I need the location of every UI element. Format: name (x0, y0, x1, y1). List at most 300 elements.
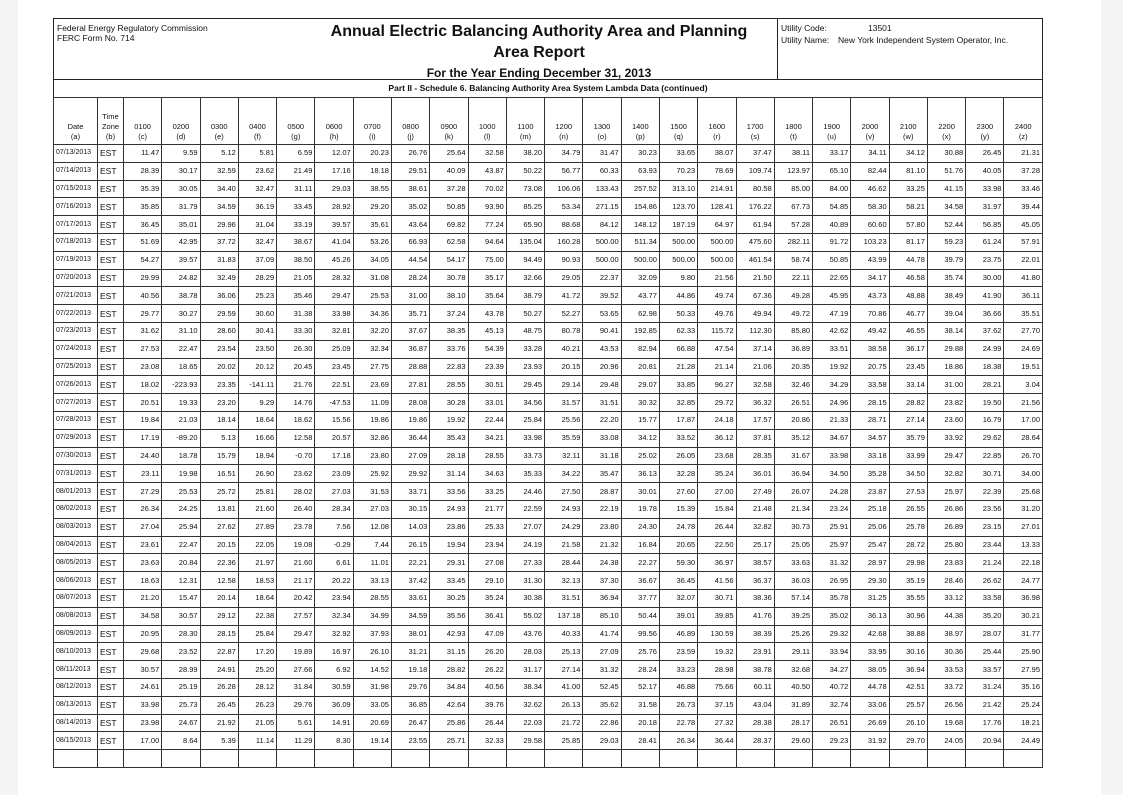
table-row (54, 216, 1043, 234)
lambda-value-cell: 8.64 (162, 732, 200, 750)
lambda-value-cell: 28.15 (200, 625, 238, 643)
lambda-value-cell: 31.24 (966, 678, 1004, 696)
lambda-value-cell: 43.04 (736, 696, 774, 714)
lambda-value-cell: 33.98 (813, 447, 851, 465)
lambda-value-cell: 29.45 (506, 376, 544, 394)
lambda-value-cell: 23.20 (200, 394, 238, 412)
lambda-value-cell: 33.65 (659, 145, 697, 163)
lambda-value-cell: 23.54 (200, 340, 238, 358)
lambda-value-cell: 52.45 (583, 678, 621, 696)
lambda-value-cell: 34.84 (430, 678, 468, 696)
lambda-value-cell: 41.04 (315, 233, 353, 251)
column-header (468, 98, 506, 145)
lambda-value-cell: 80.78 (545, 322, 583, 340)
lambda-value-cell: 43.53 (583, 340, 621, 358)
lambda-value-cell: 50.33 (659, 305, 697, 323)
column-header (200, 98, 238, 145)
lambda-value-cell: 41.76 (736, 607, 774, 625)
lambda-value-cell: 36.94 (889, 661, 927, 679)
lambda-value-cell: 26.51 (774, 394, 812, 412)
table-row (54, 376, 1043, 394)
column-name: 2100 (899, 122, 917, 131)
lambda-value-cell: 43.73 (851, 287, 889, 305)
date-cell: 08/06/2013 (54, 572, 98, 590)
lambda-value-cell: 32.34 (353, 340, 391, 358)
lambda-value-cell: 27.07 (506, 518, 544, 536)
table-row (54, 429, 1043, 447)
lambda-value-cell: 54.17 (430, 251, 468, 269)
lambda-value-cell: 23.45 (315, 358, 353, 376)
lambda-value-cell: 27.14 (889, 411, 927, 429)
lambda-value-cell: 41.15 (927, 180, 965, 198)
lambda-value-cell: 36.45 (124, 216, 162, 234)
lambda-value-cell: 36.37 (736, 572, 774, 590)
lambda-value-cell: 28.29 (238, 269, 276, 287)
lambda-value-cell: 29.03 (315, 180, 353, 198)
lambda-value-cell: 38.78 (736, 661, 774, 679)
column-name: 1700 (746, 122, 764, 131)
lambda-value-cell: 18.63 (124, 572, 162, 590)
lambda-value-cell: 25.97 (813, 536, 851, 554)
lambda-value-cell: 31.53 (353, 483, 391, 501)
lambda-value-cell: 30.21 (1004, 607, 1043, 625)
lambda-value-cell: 500.00 (621, 251, 659, 269)
lambda-value-cell: 257.52 (621, 180, 659, 198)
lambda-value-cell: 19.92 (813, 358, 851, 376)
lambda-value-cell: 29.60 (774, 732, 812, 750)
lambda-value-cell: 511.34 (621, 233, 659, 251)
lambda-value-cell: 28.37 (736, 732, 774, 750)
table-row (54, 483, 1043, 501)
lambda-value-cell: 15.79 (200, 447, 238, 465)
lambda-value-cell: 25.64 (430, 145, 468, 163)
lambda-value-cell: 12.08 (353, 518, 391, 536)
lambda-value-cell: 23.87 (851, 483, 889, 501)
lambda-value-cell: 14.91 (315, 714, 353, 732)
column-code: (j) (407, 132, 414, 141)
lambda-value-cell: 30.60 (238, 305, 276, 323)
lambda-value-cell: 57.28 (774, 216, 812, 234)
lambda-value-cell: 34.56 (506, 394, 544, 412)
lambda-value-cell: 27.62 (200, 518, 238, 536)
date-cell: 07/17/2013 (54, 216, 98, 234)
empty-cell (391, 750, 429, 768)
lambda-value-cell: 35.47 (583, 465, 621, 483)
lambda-value-cell: 46.89 (659, 625, 697, 643)
lambda-value-cell: 50.22 (506, 162, 544, 180)
lambda-value-cell: 30.71 (966, 465, 1004, 483)
lambda-value-cell: 29.07 (621, 376, 659, 394)
lambda-value-cell: 31.83 (200, 251, 238, 269)
lambda-value-cell: 11.47 (124, 145, 162, 163)
lambda-value-cell: 21.31 (1004, 145, 1043, 163)
lambda-value-cell: 18.86 (927, 358, 965, 376)
lambda-value-cell: 30.16 (889, 643, 927, 661)
lambda-value-cell: 29.48 (583, 376, 621, 394)
lambda-value-cell: 12.31 (162, 572, 200, 590)
lambda-value-cell: 50.85 (430, 198, 468, 216)
lambda-value-cell: 17.00 (124, 732, 162, 750)
lambda-value-cell: 44.78 (851, 678, 889, 696)
lambda-value-cell: 22.65 (813, 269, 851, 287)
column-name: Date (67, 122, 84, 131)
lambda-value-cell: 29.12 (200, 607, 238, 625)
lambda-value-cell: 28.12 (238, 678, 276, 696)
lambda-value-cell: 21.32 (583, 536, 621, 554)
column-header (54, 98, 98, 145)
lambda-value-cell: 27.53 (124, 340, 162, 358)
lambda-value-cell: 35.74 (927, 269, 965, 287)
lambda-value-cell: 24.40 (124, 447, 162, 465)
report-year: For the Year Ending December 31, 2013 (426, 66, 652, 80)
lambda-value-cell: 22.47 (162, 536, 200, 554)
time-zone-cell: EST (98, 696, 124, 714)
lambda-value-cell: 25.24 (1004, 696, 1043, 714)
lambda-value-cell: 133.43 (583, 180, 621, 198)
lambda-value-cell: 33.23 (659, 661, 697, 679)
lambda-value-cell: 32.68 (774, 661, 812, 679)
lambda-value-cell: 19.84 (124, 411, 162, 429)
lambda-value-cell: 33.25 (468, 483, 506, 501)
lambda-value-cell: 81.10 (889, 162, 927, 180)
column-header (698, 98, 736, 145)
lambda-value-cell: 7.44 (353, 536, 391, 554)
lambda-value-cell: 33.13 (353, 572, 391, 590)
lambda-value-cell: 38.14 (927, 322, 965, 340)
lambda-value-cell: 34.12 (889, 145, 927, 163)
lambda-value-cell: 28.92 (315, 198, 353, 216)
lambda-value-cell: 22.20 (583, 411, 621, 429)
lambda-value-cell: 36.44 (698, 732, 736, 750)
lambda-value-cell: 36.85 (391, 696, 429, 714)
lambda-value-cell: 22.01 (1004, 251, 1043, 269)
lambda-value-cell: 67.36 (736, 287, 774, 305)
lambda-value-cell: 60.33 (583, 162, 621, 180)
lambda-value-cell: 57.14 (774, 589, 812, 607)
lambda-value-cell: -89.20 (162, 429, 200, 447)
empty-cell (966, 750, 1004, 768)
lambda-value-cell: 21.14 (698, 358, 736, 376)
lambda-value-cell: 27.01 (1004, 518, 1043, 536)
lambda-value-cell: 37.24 (430, 305, 468, 323)
lambda-value-cell: 19.78 (621, 500, 659, 518)
lambda-value-cell: 14.52 (353, 661, 391, 679)
lambda-value-cell: 49.28 (774, 287, 812, 305)
lambda-value-cell: 34.50 (889, 465, 927, 483)
lambda-value-cell: 18.64 (238, 589, 276, 607)
lambda-value-cell: 32.58 (736, 376, 774, 394)
lambda-value-cell: 25.80 (927, 536, 965, 554)
lambda-value-cell: 25.23 (238, 287, 276, 305)
lambda-value-cell: 28.97 (851, 554, 889, 572)
lambda-value-cell: 31.79 (162, 198, 200, 216)
lambda-value-cell: 34.50 (813, 465, 851, 483)
time-zone-cell: EST (98, 607, 124, 625)
lambda-value-cell: 19.86 (391, 411, 429, 429)
lambda-value-cell: 49.94 (736, 305, 774, 323)
lambda-value-cell: 33.98 (506, 429, 544, 447)
lambda-value-cell: 21.48 (736, 500, 774, 518)
lambda-value-cell: 20.69 (353, 714, 391, 732)
lambda-value-cell: 26.20 (468, 643, 506, 661)
lambda-value-cell: 34.29 (813, 376, 851, 394)
lambda-value-cell: 25.06 (851, 518, 889, 536)
lambda-value-cell: 30.01 (621, 483, 659, 501)
lambda-value-cell: 32.09 (621, 269, 659, 287)
lambda-value-cell: 25.72 (200, 483, 238, 501)
lambda-value-cell: 27.60 (659, 483, 697, 501)
time-zone-cell: EST (98, 358, 124, 376)
lambda-value-cell: 31.10 (162, 322, 200, 340)
lambda-value-cell: 24.93 (545, 500, 583, 518)
left-margin-strip (0, 0, 18, 795)
lambda-value-cell: 31.51 (545, 589, 583, 607)
lambda-value-cell: 25.13 (545, 643, 583, 661)
lambda-value-cell: 62.98 (621, 305, 659, 323)
table-row (54, 287, 1043, 305)
lambda-value-cell: 20.22 (315, 572, 353, 590)
time-zone-cell: EST (98, 554, 124, 572)
lambda-value-cell: 31.62 (124, 322, 162, 340)
lambda-value-cell: 27.66 (277, 661, 315, 679)
column-header (851, 98, 889, 145)
lambda-value-cell: 38.35 (430, 322, 468, 340)
table-row (54, 340, 1043, 358)
lambda-value-cell: 160.28 (545, 233, 583, 251)
lambda-value-cell: 38.01 (391, 625, 429, 643)
lambda-value-cell: 475.60 (736, 233, 774, 251)
time-zone-cell: EST (98, 589, 124, 607)
lambda-value-cell: 25.85 (545, 732, 583, 750)
column-name: 0700 (363, 122, 381, 131)
lambda-value-cell: 58.74 (774, 251, 812, 269)
lambda-value-cell: 59.23 (927, 233, 965, 251)
lambda-value-cell: 6.61 (315, 554, 353, 572)
lambda-value-cell: 50.44 (621, 607, 659, 625)
lambda-value-cell: 29.70 (889, 732, 927, 750)
form-header (53, 18, 1043, 79)
lambda-value-cell: 26.73 (659, 696, 697, 714)
lambda-value-cell: 70.86 (851, 305, 889, 323)
lambda-value-cell: 46.88 (659, 678, 697, 696)
lambda-value-cell: 31.21 (391, 643, 429, 661)
lambda-value-cell: 106.06 (545, 180, 583, 198)
lambda-value-cell: 32.81 (315, 322, 353, 340)
lambda-value-cell: 33.58 (966, 589, 1004, 607)
time-zone-cell: EST (98, 216, 124, 234)
lambda-value-cell: 32.82 (927, 465, 965, 483)
lambda-value-cell: 44.86 (659, 287, 697, 305)
date-cell: 08/15/2013 (54, 732, 98, 750)
empty-cell (430, 750, 468, 768)
lambda-value-cell: 20.23 (353, 145, 391, 163)
lambda-value-cell: 27.57 (277, 607, 315, 625)
lambda-value-cell: 6.92 (315, 661, 353, 679)
empty-cell (315, 750, 353, 768)
lambda-value-cell: 37.93 (353, 625, 391, 643)
lambda-value-cell: 26.15 (391, 536, 429, 554)
table-row (54, 661, 1043, 679)
lambda-value-cell: 23.93 (506, 358, 544, 376)
lambda-value-cell: 26.23 (238, 696, 276, 714)
lambda-value-cell: 9.80 (659, 269, 697, 287)
lambda-value-cell: 25.76 (621, 643, 659, 661)
lambda-value-cell: 45.05 (1004, 216, 1043, 234)
lambda-value-cell: 20.15 (200, 536, 238, 554)
lambda-value-cell: 28.60 (200, 322, 238, 340)
lambda-value-cell: 32.47 (238, 233, 276, 251)
lambda-value-cell: 35.56 (430, 607, 468, 625)
lambda-value-cell: 26.69 (851, 714, 889, 732)
lambda-value-cell: 27.04 (124, 518, 162, 536)
lambda-value-cell: 500.00 (659, 233, 697, 251)
lambda-value-cell: 22.87 (200, 643, 238, 661)
column-code: (e) (214, 132, 224, 141)
lambda-value-cell: 28.71 (851, 411, 889, 429)
lambda-value-cell: 62.33 (659, 322, 697, 340)
lambda-value-cell: 13.33 (1004, 536, 1043, 554)
lambda-value-cell: 41.74 (583, 625, 621, 643)
table-row (54, 305, 1043, 323)
lambda-value-cell: 22.39 (966, 483, 1004, 501)
lambda-value-cell: 23.52 (162, 643, 200, 661)
lambda-value-cell: 18.65 (162, 358, 200, 376)
lambda-value-cell: 33.05 (353, 696, 391, 714)
empty-cell (698, 750, 736, 768)
column-code: (w) (903, 132, 914, 141)
lambda-value-cell: 30.38 (506, 589, 544, 607)
lambda-value-cell: 42.62 (813, 322, 851, 340)
lambda-value-cell: 31.14 (430, 465, 468, 483)
lambda-value-cell: 21.60 (277, 554, 315, 572)
empty-cell (889, 750, 927, 768)
column-code: (z) (1018, 132, 1028, 141)
table-row (54, 536, 1043, 554)
lambda-value-cell: 28.32 (315, 269, 353, 287)
lambda-value-cell: 33.45 (277, 198, 315, 216)
lambda-value-cell: 13.81 (200, 500, 238, 518)
lambda-value-cell: -141.11 (238, 376, 276, 394)
lambda-value-cell: 19.50 (966, 394, 1004, 412)
column-name: 2200 (938, 122, 955, 131)
empty-cell (659, 750, 697, 768)
table-row (54, 358, 1043, 376)
date-cell: 07/23/2013 (54, 322, 98, 340)
lambda-value-cell: 34.63 (468, 465, 506, 483)
lambda-value-cell: 55.02 (506, 607, 544, 625)
lambda-value-cell: 29.47 (277, 625, 315, 643)
lambda-value-cell: 25.92 (353, 465, 391, 483)
column-header (98, 98, 124, 145)
lambda-value-cell: 5.12 (200, 145, 238, 163)
lambda-value-cell: -47.53 (315, 394, 353, 412)
lambda-value-cell: 28.64 (1004, 429, 1043, 447)
lambda-value-cell: 26.90 (238, 465, 276, 483)
lambda-value-cell: 26.89 (927, 518, 965, 536)
lambda-value-cell: 27.49 (736, 483, 774, 501)
right-margin-strip (1101, 0, 1123, 795)
lambda-value-cell: 38.61 (391, 180, 429, 198)
lambda-value-cell: 36.89 (774, 340, 812, 358)
lambda-value-cell: 29.03 (583, 732, 621, 750)
lambda-value-cell: 33.53 (927, 661, 965, 679)
lambda-value-cell: 32.74 (813, 696, 851, 714)
lambda-data-table (53, 97, 1043, 768)
lambda-value-cell: 33.71 (391, 483, 429, 501)
lambda-value-cell: 18.18 (353, 162, 391, 180)
date-cell: 08/04/2013 (54, 536, 98, 554)
lambda-value-cell: 29.47 (315, 287, 353, 305)
lambda-value-cell: 35.78 (813, 589, 851, 607)
lambda-value-cell: 38.55 (353, 180, 391, 198)
lambda-value-cell: 18.02 (124, 376, 162, 394)
lambda-value-cell: 77.24 (468, 216, 506, 234)
lambda-value-cell: 25.02 (621, 447, 659, 465)
lambda-value-cell: 43.64 (391, 216, 429, 234)
lambda-value-cell: 36.41 (468, 607, 506, 625)
lambda-value-cell: 15.84 (698, 500, 736, 518)
lambda-value-cell: 41.80 (1004, 269, 1043, 287)
lambda-value-cell: 20.12 (238, 358, 276, 376)
column-name: 1900 (823, 122, 841, 131)
lambda-value-cell: 36.45 (659, 572, 697, 590)
lambda-value-cell: 70.02 (468, 180, 506, 198)
lambda-value-cell: 52.17 (621, 678, 659, 696)
lambda-value-cell: 35.79 (889, 429, 927, 447)
lambda-value-cell: 30.32 (621, 394, 659, 412)
lambda-value-cell: 24.96 (813, 394, 851, 412)
lambda-value-cell: 112.30 (736, 322, 774, 340)
column-header (621, 98, 659, 145)
lambda-value-cell: 461.54 (736, 251, 774, 269)
lambda-value-cell: 54.27 (124, 251, 162, 269)
lambda-value-cell: 32.46 (774, 376, 812, 394)
lambda-value-cell: 96.27 (698, 376, 736, 394)
lambda-value-cell: 18.53 (238, 572, 276, 590)
table-row (54, 180, 1043, 198)
lambda-value-cell: 93.90 (468, 198, 506, 216)
lambda-value-cell: 5.81 (238, 145, 276, 163)
time-zone-cell: EST (98, 661, 124, 679)
lambda-value-cell: 29.30 (851, 572, 889, 590)
lambda-value-cell: 40.50 (774, 678, 812, 696)
lambda-value-cell: 33.73 (506, 447, 544, 465)
lambda-value-cell: 18.78 (162, 447, 200, 465)
lambda-value-cell: 42.93 (430, 625, 468, 643)
lambda-value-cell: 31.11 (277, 180, 315, 198)
lambda-value-cell: 26.45 (966, 145, 1004, 163)
lambda-value-cell: 29.62 (966, 429, 1004, 447)
column-code: (p) (635, 132, 645, 141)
lambda-value-cell: 37.28 (430, 180, 468, 198)
lambda-value-cell: 20.02 (200, 358, 238, 376)
column-name: 0900 (440, 122, 458, 131)
lambda-value-cell: 35.46 (277, 287, 315, 305)
lambda-value-cell: 103.23 (851, 233, 889, 251)
time-zone-cell: EST (98, 162, 124, 180)
lambda-value-cell: 29.59 (200, 305, 238, 323)
lambda-value-cell: 282.11 (774, 233, 812, 251)
lambda-value-cell: 35.61 (353, 216, 391, 234)
lambda-value-cell: 11.09 (353, 394, 391, 412)
lambda-value-cell: 313.10 (659, 180, 697, 198)
lambda-value-cell: 15.56 (315, 411, 353, 429)
lambda-value-cell: 23.09 (315, 465, 353, 483)
lambda-value-cell: 25.44 (966, 643, 1004, 661)
lambda-value-cell: 34.22 (545, 465, 583, 483)
lambda-value-cell: 38.88 (889, 625, 927, 643)
lambda-value-cell: 33.01 (468, 394, 506, 412)
